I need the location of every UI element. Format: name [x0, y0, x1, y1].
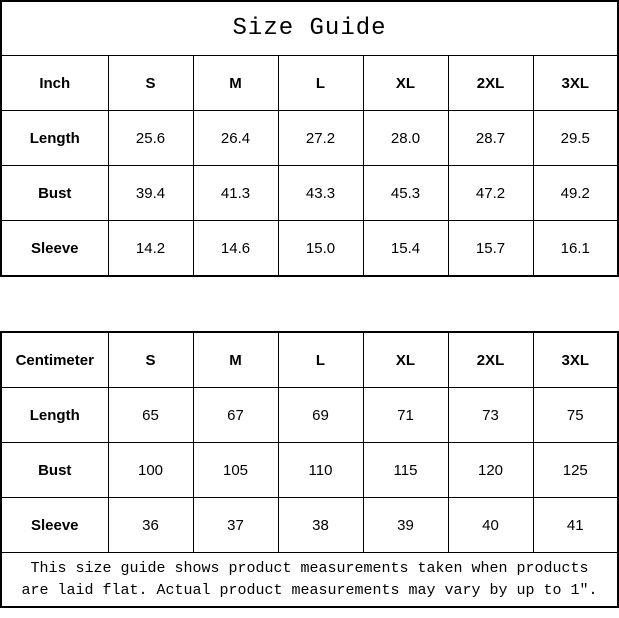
footnote-row	[1, 553, 618, 608]
value-cell: 110	[278, 443, 363, 498]
table-row-cm-bust	[1, 443, 618, 498]
cm-unit-header: Centimeter	[1, 332, 108, 388]
value-cell: 125	[533, 443, 618, 498]
value-cell: 71	[363, 388, 448, 443]
inch-size-table	[0, 0, 619, 277]
value-cell: 40	[448, 498, 533, 553]
inch-unit-header: Inch	[1, 56, 108, 111]
row-label: Bust	[1, 166, 108, 221]
value-cell: 39	[363, 498, 448, 553]
value-cell: 105	[193, 443, 278, 498]
size-header-l: L	[278, 56, 363, 111]
row-label: Bust	[1, 443, 108, 498]
row-label: Sleeve	[1, 498, 108, 553]
inch-header-row	[1, 56, 618, 111]
value-cell: 115	[363, 443, 448, 498]
title-row	[1, 1, 618, 56]
value-cell: 14.6	[193, 221, 278, 277]
footnote-line-2: are laid flat. Actual product measurements may vary by up to 1″.	[21, 581, 598, 599]
value-cell: 73	[448, 388, 533, 443]
value-cell: 39.4	[108, 166, 193, 221]
value-cell: 37	[193, 498, 278, 553]
size-header-2xl: 2XL	[448, 332, 533, 388]
value-cell: 41	[533, 498, 618, 553]
value-cell: 100	[108, 443, 193, 498]
page-title: Size Guide	[1, 1, 618, 56]
table-gap-spacer	[0, 277, 619, 331]
size-header-3xl: 3XL	[533, 332, 618, 388]
value-cell: 45.3	[363, 166, 448, 221]
value-cell: 38	[278, 498, 363, 553]
value-cell: 16.1	[533, 221, 618, 277]
value-cell: 36	[108, 498, 193, 553]
value-cell: 67	[193, 388, 278, 443]
cm-header-row	[1, 332, 618, 388]
value-cell: 25.6	[108, 111, 193, 166]
value-cell: 49.2	[533, 166, 618, 221]
row-label: Length	[1, 111, 108, 166]
size-header-m: M	[193, 56, 278, 111]
size-header-xl: XL	[363, 332, 448, 388]
size-header-s: S	[108, 332, 193, 388]
table-row-inch-length	[1, 111, 618, 166]
value-cell: 27.2	[278, 111, 363, 166]
value-cell: 15.7	[448, 221, 533, 277]
value-cell: 28.0	[363, 111, 448, 166]
footnote-line-1: This size guide shows product measurements taken when products	[30, 559, 589, 577]
value-cell: 28.7	[448, 111, 533, 166]
size-header-xl: XL	[363, 56, 448, 111]
value-cell: 43.3	[278, 166, 363, 221]
value-cell: 47.2	[448, 166, 533, 221]
value-cell: 75	[533, 388, 618, 443]
table-row-cm-sleeve	[1, 498, 618, 553]
value-cell: 29.5	[533, 111, 618, 166]
size-header-m: M	[193, 332, 278, 388]
value-cell: 65	[108, 388, 193, 443]
value-cell: 26.4	[193, 111, 278, 166]
row-label: Length	[1, 388, 108, 443]
size-header-3xl: 3XL	[533, 56, 618, 111]
value-cell: 41.3	[193, 166, 278, 221]
value-cell: 120	[448, 443, 533, 498]
row-label: Sleeve	[1, 221, 108, 277]
table-row-inch-sleeve	[1, 221, 618, 277]
size-header-2xl: 2XL	[448, 56, 533, 111]
size-header-s: S	[108, 56, 193, 111]
value-cell: 15.4	[363, 221, 448, 277]
table-row-inch-bust	[1, 166, 618, 221]
footnote-text	[1, 553, 618, 608]
value-cell: 14.2	[108, 221, 193, 277]
size-header-l: L	[278, 332, 363, 388]
value-cell: 15.0	[278, 221, 363, 277]
value-cell: 69	[278, 388, 363, 443]
centimeter-size-table	[0, 331, 619, 608]
table-row-cm-length	[1, 388, 618, 443]
